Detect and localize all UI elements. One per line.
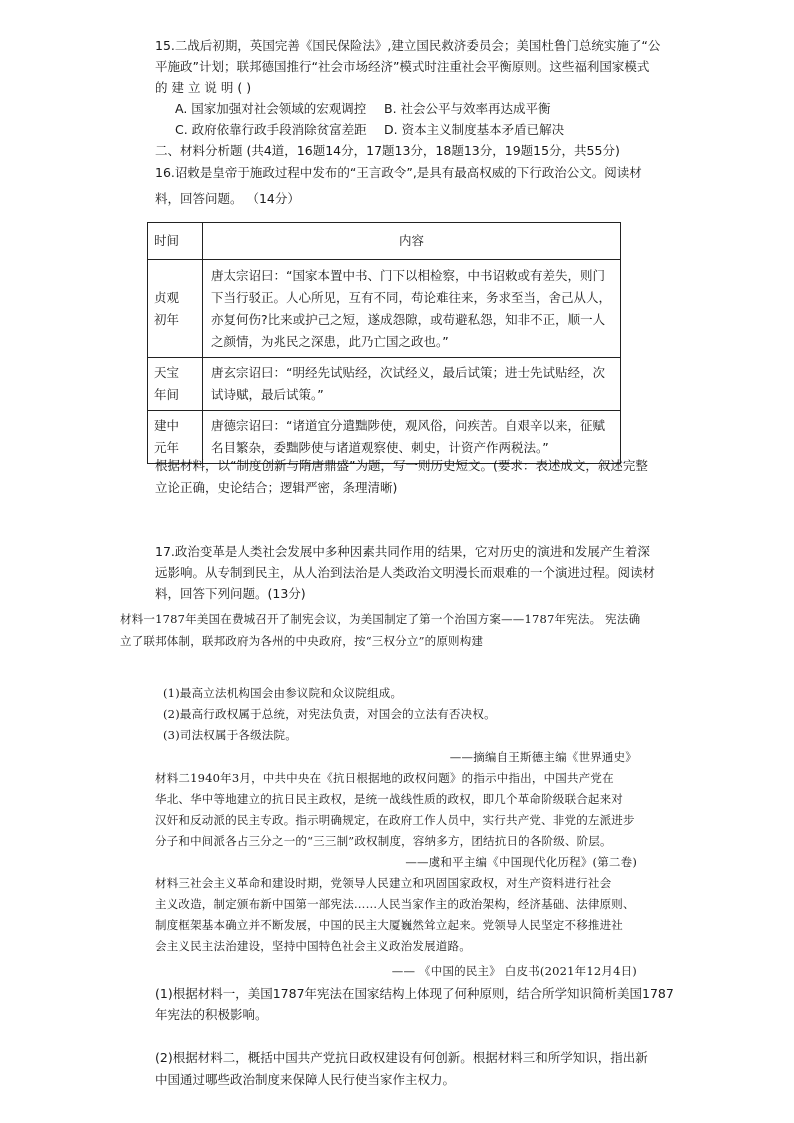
q17-material3-line3: 制度框架基本确立并不断发展，中国的民主大厦巍然耸立起来。党领导人民坚定不移推进社: [155, 918, 623, 932]
table-header-content: 内容: [203, 223, 621, 260]
q17-sub2-line2: 中国通过哪些政治制度来保障人民行使当家作主权力。: [155, 1072, 456, 1087]
q15-stem-line3: 的 建 立 说 明 ( ): [155, 80, 252, 95]
q16-table: [147, 222, 621, 464]
q17-material1-item1: (1)最高立法机构国会由参议院和众议院组成。: [163, 686, 403, 700]
q15-stem-line2: 平施政”计划；联邦德国推行“社会市场经济”模式时注重社会平衡原则。这些福利国家模式: [155, 59, 650, 74]
q17-sub1-line2: 年宪法的积极影响。: [155, 1007, 268, 1022]
table-header-time: 时间: [148, 223, 203, 260]
table-row: [148, 411, 621, 464]
q17-material1-line1: 材料一1787年美国在费城召开了制宪会议，为美国制定了第一个治国方案——1787年宪法。 宪法确: [120, 612, 641, 626]
q17-material1-source: ——摘编自王斯德主编《世界通史》: [449, 750, 637, 764]
q17-material3-source: —— 《中国的民主》 白皮书(2021年12月4日): [391, 964, 637, 978]
q15-option-a: A. 国家加强对社会领域的宏观调控: [175, 101, 367, 116]
table-cell-content: 唐德宗诏曰：“诸道宜分遣黜陟使，观风俗，问疾苦。自艰辛以来，征赋名目繁杂，委黜陟使与诸道观察使、刺史，计资产作两税法。”: [203, 411, 621, 464]
section2-heading: 二、材料分析题 (共4道，16题14分，17题13分，18题13分，19题15分，共55分): [155, 143, 620, 158]
q17-material2-line2: 华北、华中等地建立的抗日民主政权，是统一战线性质的政权，即几个革命阶级联合起来对: [155, 792, 623, 806]
q17-material3-line1: 材料三社会主义革命和建设时期，党领导人民建立和巩固国家政权，对生产资料进行社会: [155, 876, 612, 890]
q17-stem-line2: 远影响。从专制到民主，从人治到法治是人类政治文明漫长而艰难的一个演进过程。阅读材: [155, 565, 656, 580]
q15-option-d: D. 资本主义制度基本矛盾已解决: [384, 122, 565, 137]
q17-material3-line4: 会主义民主法治建设，坚持中国特色社会主义政治发展道路。: [155, 939, 471, 953]
q17-sub1-line1: (1)根据材料一，美国1787年宪法在国家结构上体现了何种原则，结合所学知识简析美国1787: [155, 986, 674, 1001]
table-header-row: [148, 223, 621, 260]
q17-sub2-line1: (2)根据材料二，概括中国共产党抗日政权建设有何创新。根据材料三和所学知识，指出新: [155, 1050, 648, 1065]
table-cell-content: 唐太宗诏曰：“国家本置中书、门下以相检察，中书诏敕或有差失，则门下当行驳正。人心所见，互有不同，苟论难往来，务求至当，舍己从人，亦复何伤?比来或护己之短，遂成怨隙，或苟避私怨，知非不正，顺一人之颜情，为兆民之深患，此乃亡国之政也。”: [203, 260, 621, 358]
q17-material1-item2: (2)最高行政权属于总统，对宪法负责，对国会的立法有否决权。: [163, 707, 496, 721]
q15-stem-line1: 15.二战后初期，英国完善《国民保险法》,建立国民救济委员会；美国杜鲁门总统实施了“公: [155, 38, 661, 53]
table-row: [148, 358, 621, 411]
q17-material2-line1: 材料二1940年3月，中共中央在《抗日根据地的政权问题》的指示中指出，中国共产党在: [155, 771, 614, 785]
q17-material2-line3: 汉奸和反动派的民主专政。指示明确规定，在政府工作人员中，实行共产党、非党的左派进步: [155, 813, 635, 827]
table-row: [148, 260, 621, 358]
table-cell-period: 建中 元年: [148, 411, 203, 464]
q17-material1-item3: (3)司法权属于各级法院。: [163, 728, 297, 742]
table-cell-content: 唐玄宗诏曰：“明经先试贴经，次试经义，最后试策；进士先试贴经，次试诗赋，最后试策。”: [203, 358, 621, 411]
q17-stem-line1: 17.政治变革是人类社会发展中多种因素共同作用的结果，它对历史的演进和发展产生着深: [155, 544, 650, 559]
q16-stem-line2: 料，回答问题。 （14分）: [155, 191, 300, 206]
q17-material2-line4: 分子和中间派各占三分之一的“三三制”政权制度，容纳多方，团结抗日的各阶级、阶层。: [155, 834, 612, 848]
q17-stem-line3: 料，回答下列问题。(13分): [155, 586, 306, 601]
table-cell-period: 贞观 初年: [148, 260, 203, 358]
q15-option-b: B. 社会公平与效率再达成平衡: [384, 101, 551, 116]
q15-option-c: C. 政府依靠行政手段消除贫富差距: [175, 122, 367, 137]
table-cell-period: 天宝 年间: [148, 358, 203, 411]
q17-material1-line2: 立了联邦体制，联邦政府为各州的中央政府，按“三权分立”的原则构建: [120, 634, 484, 648]
q16-task-line1: 根据材料，以“制度创新与隋唐鼎盛”为题，写一则历史短文。(要求：表述成文，叙述完整: [155, 458, 648, 473]
q16-stem-line1: 16.诏敕是皇帝于施政过程中发布的“王言政令”,是具有最高权威的下行政治公文。阅读材: [155, 165, 642, 180]
q16-task-line2: 立论正确，史论结合；逻辑严密，条理清晰): [155, 480, 398, 495]
q17-material2-source: ——虞和平主编《中国现代化历程》(第二卷): [405, 855, 637, 869]
q17-material3-line2: 主义改造，制定颁布新中国第一部宪法……人民当家作主的政治架构，经济基础、法律原则、: [155, 897, 635, 911]
